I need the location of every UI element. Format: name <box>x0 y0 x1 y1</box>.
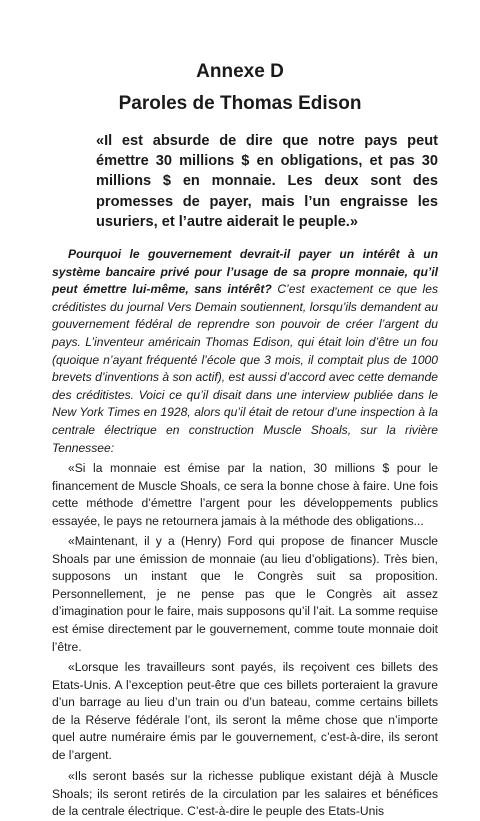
intro-paragraph <box>52 246 438 457</box>
annex-title: Annexe D <box>196 61 284 82</box>
body-paragraph-3: «Lorsque les travailleurs sont payés, ils reçoivent ces billets des Etats-Unis. A l’exception peut-être que ces billets porteraient la gravure d’un barrage au lieu d’un train ou d’un bateau, comme certains billets de la Réserve fédérale l’ont, ils seront la même chose que n’importe quel autre numéraire émis par le gouvernement, c’est-à-dire, ils seront de l’argent. <box>52 660 438 762</box>
body-paragraph-1: «Si la monnaie est émise par la nation, 30 millions $ pour le financement de Muscle Shoals, ce sera la bonne chose à faire. Une fois cette méthode d’émettre l’argent pour les développements publics essayée, le pays ne retournera jamais à la méthode des obligations... <box>52 461 438 528</box>
intro-body: C’est exactement ce que les créditistes du journal Vers Demain soutiennent, lorsqu’ils demandent au gouvernement fédéral de reprendre son pouvoir de créer l’argent du pays. L’inventeur américain Thomas Edison, qui était loin d’être un fou (quoique n’ayant fréquenté l’école que 3 mois, il comptait plus de 1000 brevets d’inventions à son actif), est aussi d’accord avec cette demande des créditistes. Voici ce qu’il disait dans une interview publiée dans le New York Times en 1928, alors qu’il était de retour d’une inspection à la centrale électrique en construction Muscle Shoals, sur la rivière Tennessee: <box>52 282 438 455</box>
edison-quote: «Il est absurde de dire que notre pays peut émettre 30 millions $ en obligations, et pas 30 millions $ en monnaie. Les deux sont des promesses de payer, mais l’un engraisse les usuriers, et l’autre aiderait le peuple.» <box>96 133 438 230</box>
annex-subtitle: Paroles de Thomas Edison <box>118 93 362 114</box>
intro-question: Pourquoi le gouvernement devrait-il payer un intérêt à un système bancaire privé pour l’usage de sa propre monnaie, qu’il peut émettre lui-même, sans intérêt? <box>52 247 438 297</box>
body-paragraph-2: «Maintenant, il y a (Henry) Ford qui propose de financer Muscle Shoals par une émission de monnaie (au lieu d’obligations). Très bien, supposons un instant que le Congrès suit sa proposition. Personnellement, je ne pense pas que le Congrès ait assez d’imagination pour le faire, mais supposons qu’il l’ait. La somme requise est émise directement par le gouvernement, comme toute monnaie doit l’être. <box>52 534 438 654</box>
body-paragraph-4: «Ils seront basés sur la richesse publique existant déjà à Muscle Shoals; ils seront retirés de la circulation par les salaires et bénéfices de la centrale électrique. C’est-à-dire le peuple des Etats-Unis <box>52 769 438 819</box>
